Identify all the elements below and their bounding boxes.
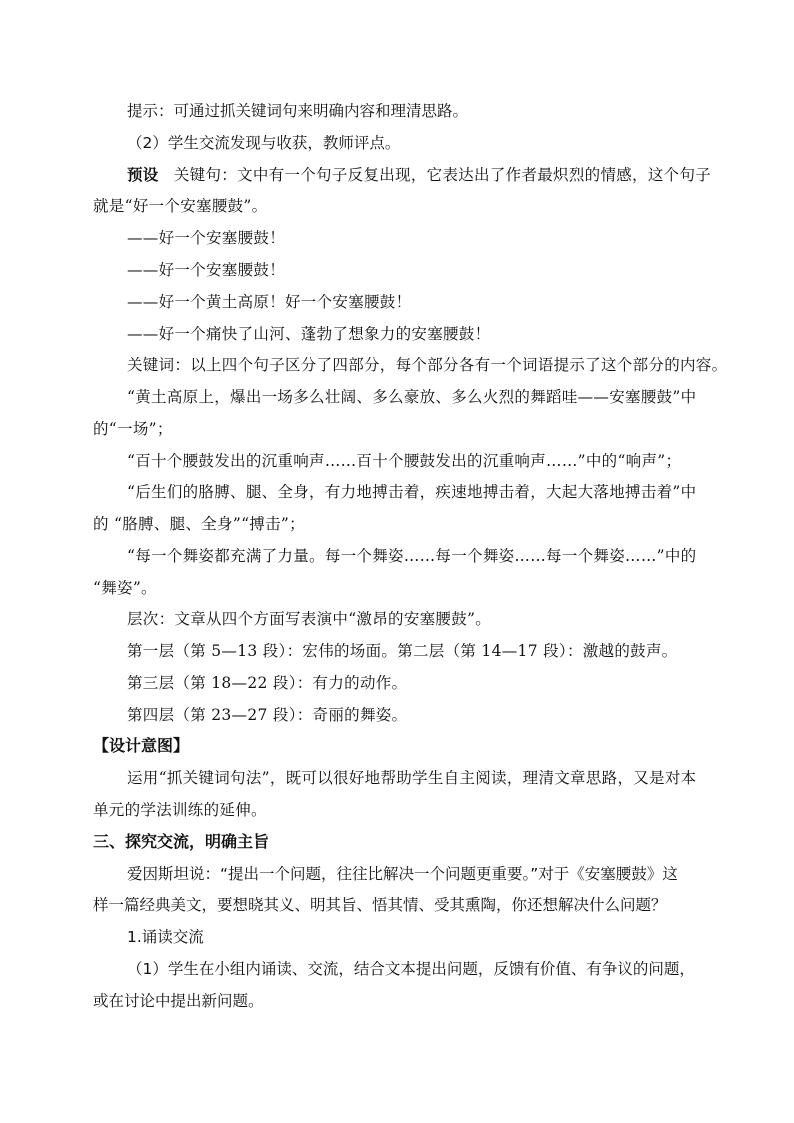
quote-2-line: “百十个腰鼓发出的沉重响声……百十个腰鼓发出的沉重响声……”中的“响声”； <box>127 452 682 470</box>
exclaim-line-2: ——好一个安塞腰鼓！ <box>127 261 286 279</box>
design-intent-heading: 【设计意图】 <box>93 736 190 755</box>
quote-1-line-a: “黄土高原上，爆出一场多么壮阔、多么豪放、多么火烈的舞蹈哇——安塞腰鼓”中 <box>127 388 697 406</box>
keywords-line: 关键词：以上四个句子区分了四部分，每个部分各有一个词语提示了这个部分的内容。 <box>127 356 728 374</box>
exclaim-line-3: ——好一个黄土高原！好一个安塞腰鼓！ <box>127 293 412 311</box>
preset-continuation: 就是“好一个安塞腰鼓”。 <box>93 197 268 215</box>
quote-4-line-b: “舞姿”。 <box>93 579 157 597</box>
design-intent-line-b: 单元的学法训练的延伸。 <box>93 801 267 819</box>
preset-line <box>127 163 711 187</box>
preset-text: 关键句：文中有一个句子反复出现，它表达出了作者最炽烈的情感，这个句子 <box>173 166 712 184</box>
einstein-line-b: 样一篇经典美文，要想晓其义、明其旨、悟其情、受其熏陶，你还想解决什么问题？ <box>93 896 667 914</box>
subsection-1-title: 1.诵读交流 <box>127 928 204 946</box>
step-1-line-b: 或在讨论中提出新问题。 <box>93 992 264 1010</box>
preset-label: 预设 <box>127 166 159 184</box>
level-3-line: 第三层（第 18—22 段）：有力的动作。 <box>127 674 408 692</box>
level-1-2-line: 第一层（第 5—13 段）：宏伟的场面。第二层（第 14—17 段）：激越的鼓声。 <box>127 642 678 660</box>
design-intent-line-a: 运用“抓关键词句法”，既可以很好地帮助学生自主阅读，理清文章思路，又是对本 <box>127 769 697 787</box>
step-2-line: （2）学生交流发现与收获，教师评点。 <box>127 134 401 152</box>
levels-line: 层次：文章从四个方面写表演中“激昂的安塞腰鼓”。 <box>127 610 492 628</box>
step-1-line-a: （1）学生在小组内诵读、交流，结合文本提出问题，反馈有价值、有争议的问题， <box>127 960 695 978</box>
quote-1-line-b: 的“一场”； <box>93 420 173 438</box>
quote-4-line-a: “每一个舞姿都充满了力量。每一个舞姿……每一个舞姿……每一个舞姿……”中的 <box>127 547 697 565</box>
hint-line: 提示：可通过抓关键词句来明确内容和理清思路。 <box>127 102 469 120</box>
exclaim-line-4: ——好一个痛快了山河、蓬勃了想象力的安塞腰鼓！ <box>127 325 491 343</box>
exclaim-line-1: ——好一个安塞腰鼓！ <box>127 229 286 247</box>
quote-3-line-a: “后生们的胳膊、腿、全身，有力地搏击着，疾速地搏击着，大起大落地搏击着”中 <box>127 483 697 501</box>
section-3-heading: 三、探究交流，明确主旨 <box>93 832 270 851</box>
einstein-line-a: 爱因斯坦说：“提出一个问题，往往比解决一个问题更重要。”对于《安塞腰鼓》这 <box>127 865 678 883</box>
quote-3-line-b: 的 “胳膊、腿、全身”“搏击”； <box>93 515 305 533</box>
level-4-line: 第四层（第 23—27 段）：奇丽的舞姿。 <box>127 706 408 724</box>
